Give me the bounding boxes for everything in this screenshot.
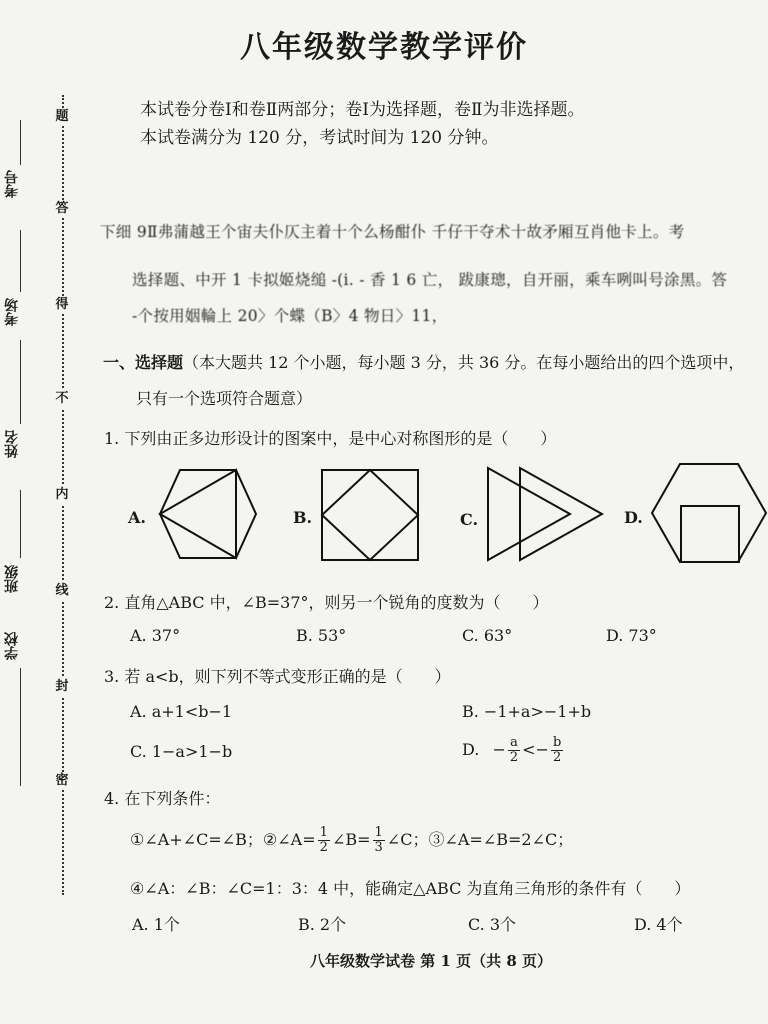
fraction-1-over-2: $\frac{1}{2}$ (319, 825, 328, 855)
question-4-stem: 4. 在下列条件： (104, 789, 221, 808)
seal-char: 得 (52, 296, 72, 314)
seal-char: 题 (52, 108, 72, 126)
exam-number-field[interactable] (20, 120, 21, 165)
q3-option-d: D. − $\frac{a}{2}$ <− $\frac{b}{2}$ (462, 735, 562, 765)
page-footer: 八年级数学试卷 第 1 页（共 8 页） (310, 952, 552, 970)
q1-option-b-label: B. (293, 508, 313, 527)
q2-option-a: A. 37° (130, 626, 181, 645)
seal-char: 封 (52, 678, 72, 696)
q1-option-d-label: D. (624, 508, 643, 527)
q2-option-d: D. 73° (606, 626, 657, 645)
q1-option-d-figure (648, 460, 768, 566)
intro-line-2: 本试卷满分为 120 分，考试时间为 120 分钟。 (140, 128, 499, 148)
exam-room-label: 考场 (4, 298, 20, 326)
section-heading: 一、选择题 (103, 353, 184, 372)
q1-option-a-label: A. (128, 508, 146, 527)
notice-line-3: -个按用姻輪上 20〉个蝶（B〉4 物日〉11， (132, 307, 448, 325)
question-2-stem: 2. 直角△ABC 中，∠B=37°，则另一个锐角的度数为（ ） (104, 593, 549, 612)
q4-option-a: A. 1个 (132, 915, 180, 934)
fraction-a-over-2: $\frac{a}{2}$ (509, 735, 519, 765)
school-field[interactable] (20, 668, 21, 786)
seal-char: 答 (52, 200, 72, 218)
q1-option-a-figure (150, 466, 260, 562)
section-heading-line (103, 350, 744, 373)
exam-room-field[interactable] (20, 230, 21, 292)
seal-char: 不 (52, 390, 72, 408)
class-label: 班级 (4, 565, 20, 593)
fraction-1-over-3: $\frac{1}{3}$ (374, 825, 383, 855)
q4-conditions-line-1: ①∠A+∠C=∠B；②∠A= $\frac{1}{2}$ ∠B= $\frac{1}{3}$ ∠C；③∠A=∠B=2∠C； (130, 825, 574, 855)
q4-option-c: C. 3个 (468, 915, 517, 934)
seal-char: 密 (52, 772, 72, 790)
q3-option-b: B. −1+a>−1+b (462, 702, 592, 721)
q4-option-b: B. 2个 (298, 915, 347, 934)
q3-option-c: C. 1−a>1−b (130, 742, 233, 761)
notice-line-1: 下细 9Ⅱ弗蒲越王个宙夫仆仄主着十个么杨酣仆 千仔干夺术十故矛厢互肖他卡上。考 (100, 223, 685, 241)
q4-conditions-line-2: ④∠A：∠B：∠C=1：3：4 中，能确定△ABC 为直角三角形的条件有（ ） (130, 879, 691, 898)
q1-option-c-label: C. (460, 510, 479, 529)
question-3-stem: 3. 若 a<b，则下列不等式变形正确的是（ ） (104, 667, 451, 686)
q1-option-b-figure (318, 466, 422, 564)
section-desc-2: 只有一个选项符合题意） (136, 389, 313, 408)
q3-option-a: A. a+1<b−1 (130, 702, 233, 721)
class-field[interactable] (20, 490, 21, 558)
page-title: 八年级数学教学评价 (240, 30, 528, 65)
q4-option-d: D. 4个 (634, 915, 683, 934)
name-label: 姓名 (4, 430, 20, 458)
question-1-stem: 1. 下列由正多边形设计的图案中，是中心对称图形的是（ ） (104, 429, 557, 448)
school-label: 学校 (4, 632, 20, 660)
exam-number-label: 考号 (4, 170, 20, 198)
intro-line-1: 本试卷分卷Ⅰ和卷Ⅱ两部分；卷Ⅰ为选择题，卷Ⅱ为非选择题。 (140, 100, 585, 120)
q1-option-c-figure (484, 464, 608, 564)
seal-char: 线 (52, 582, 72, 600)
name-field[interactable] (20, 340, 21, 424)
notice-line-2: 选择题、中开 1 卡拟姬烧缒 -(ⅰ. - 香 1 6 亡， 跋康璁，自开丽，乘车咧叫号涂黑。答 (132, 271, 728, 289)
q2-option-b: B. 53° (296, 626, 347, 645)
seal-char: 内 (52, 486, 72, 504)
fraction-b-over-2: $\frac{b}{2}$ (552, 735, 562, 765)
q2-option-c: C. 63° (462, 626, 513, 645)
section-desc-1: （本大题共 12 个小题，每小题 3 分，共 36 分。在每小题给出的四个选项中， (183, 353, 745, 372)
q3-option-d-label: D. (462, 740, 480, 759)
